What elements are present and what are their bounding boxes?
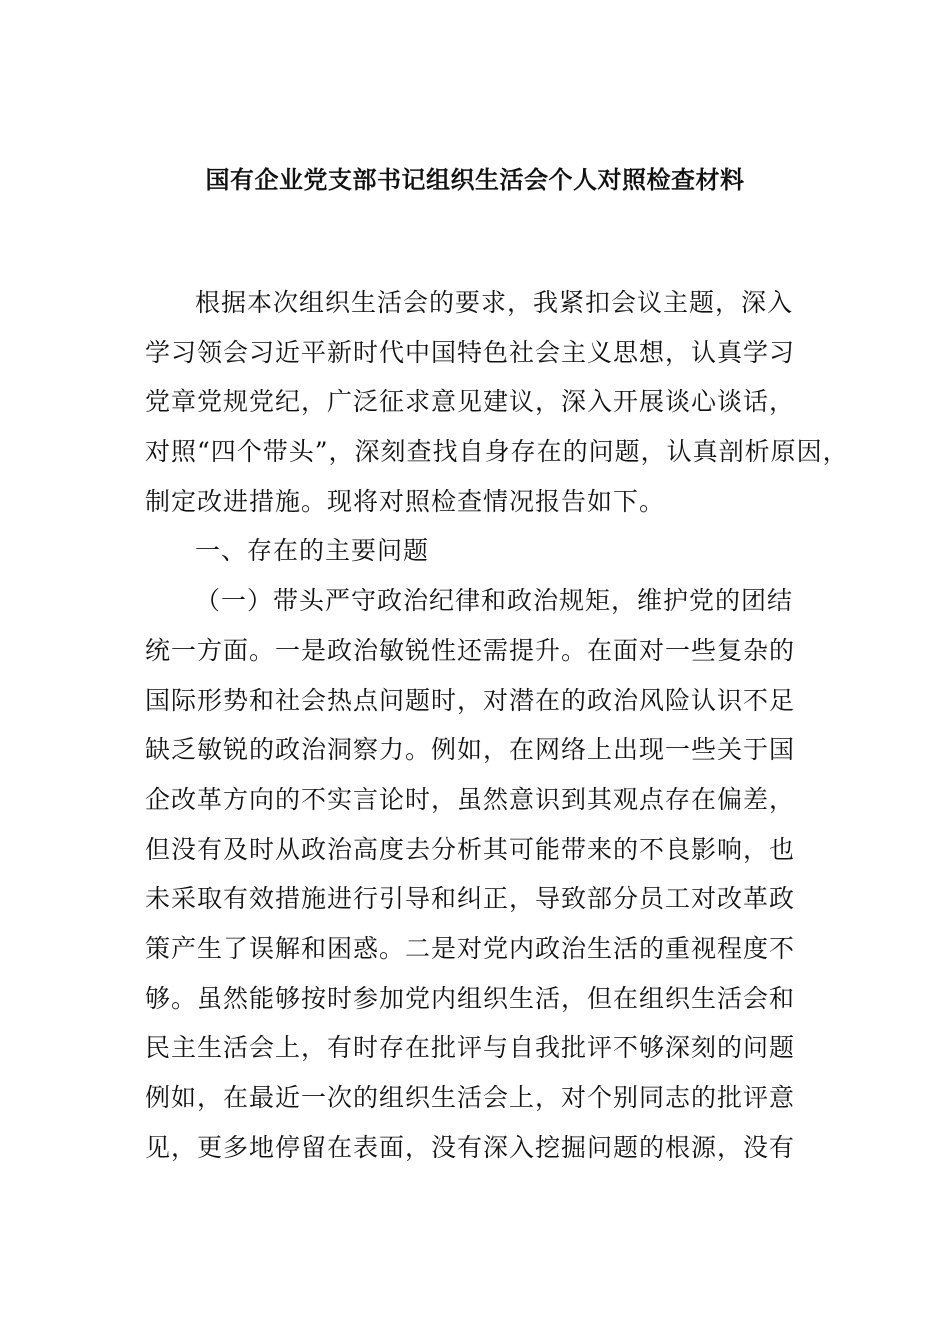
paragraph-line: （一）带头严守政治纪律和政治规矩，维护党的团结 [195,586,794,616]
paragraph-line: 够。虽然能够按时参加党内组织生活，但在组织生活会和 [145,983,796,1013]
paragraph-line: 民主生活会上，有时存在批评与自我批评不够深刻的问题 [145,1033,796,1063]
paragraph-line: 缺乏敏锐的政治洞察力。例如，在网络上出现一些关于国 [145,735,796,765]
paragraph-line: 对照“四个带头”，深刻查找自身存在的问题，认真剖析原因， [145,437,849,467]
paragraph-line: 见，更多地停留在表面，没有深入挖掘问题的根源，没有 [145,1132,796,1162]
paragraph-line: 例如，在最近一次的组织生活会上，对个别同志的批评意 [145,1083,796,1112]
section-heading: 一、存在的主要问题 [195,536,430,566]
paragraph-line: 根据本次组织生活会的要求，我紧扣会议主题，深入 [195,288,794,317]
paragraph-line: 学习领会习近平新时代中国特色社会主义思想，认真学习 [145,337,796,367]
paragraph-line: 制定改进措施。现将对照检查情况报告如下。 [145,486,666,516]
paragraph-line: 策产生了误解和困惑。二是对党内政治生活的重视程度不 [145,933,796,963]
document-body [145,278,849,1172]
paragraph-line: 统一方面。一是政治敏锐性还需提升。在面对一些复杂的 [145,635,796,665]
paragraph-line: 国际形势和社会热点问题时，对潜在的政治风险认识不足 [145,685,796,715]
paragraph-line: 企改革方向的不实言论时，虽然意识到其观点存在偏差， [145,784,796,814]
paragraph-line: 未采取有效措施进行引导和纠正，导致部分员工对改革政 [145,884,796,914]
paragraph-line: 但没有及时从政治高度去分析其可能带来的不良影响，也 [145,834,796,864]
paragraph-line: 党章党规党纪，广泛征求意见建议，深入开展谈心谈话， [145,387,796,417]
document-title: 国有企业党支部书记组织生活会个人对照检查材料 [205,166,745,194]
